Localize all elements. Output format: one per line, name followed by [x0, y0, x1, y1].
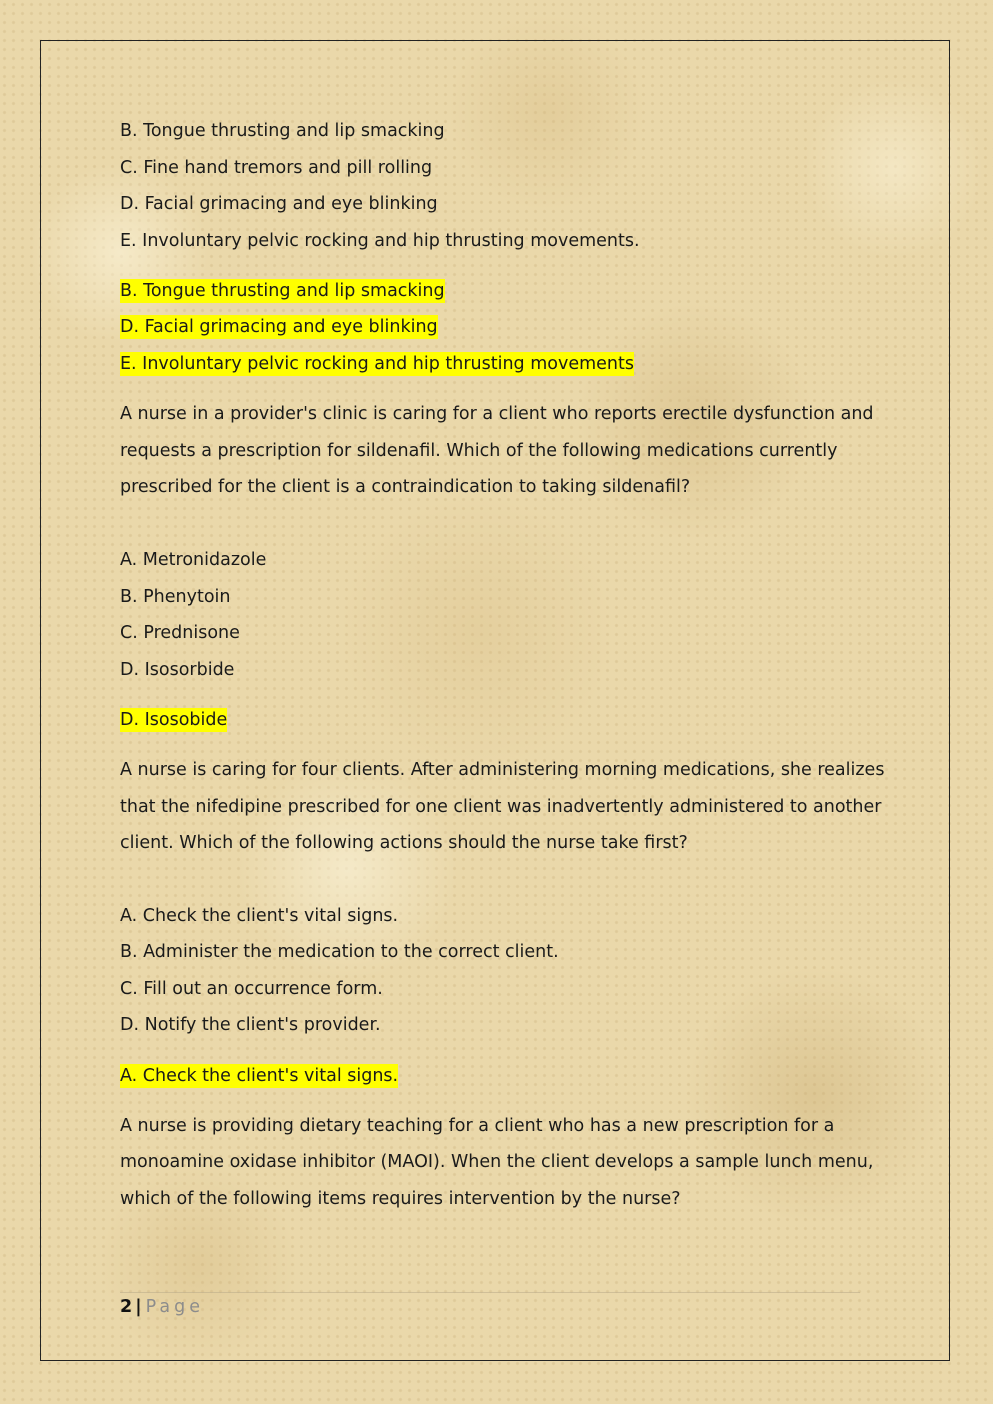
question1-options	[120, 113, 870, 259]
option-c: C. Prednisone	[120, 623, 240, 644]
stem-line: client. Which of the following actions should the nurse take first?	[120, 833, 688, 854]
answer-highlight: D. Isosobide	[120, 709, 228, 730]
question2-stem	[120, 396, 874, 506]
page-number: 2	[120, 1297, 133, 1317]
option-d: D. Facial grimacing and eye blinking	[120, 194, 438, 215]
question4-stem	[120, 1108, 874, 1218]
answer-highlight: E. Involuntary pelvic rocking and hip thrusting movements	[120, 354, 634, 375]
question2-options	[120, 542, 870, 688]
answer-highlight: B. Tongue thrusting and lip smacking	[120, 280, 445, 301]
page-label: Page	[145, 1297, 204, 1317]
question1-answers	[120, 273, 870, 383]
option-a: A. Check the client's vital signs.	[120, 905, 399, 926]
option-c: C. Fine hand tremors and pill rolling	[120, 157, 433, 178]
answer-highlight: D. Facial grimacing and eye blinking	[120, 317, 438, 338]
option-a: A. Metronidazole	[120, 549, 267, 570]
option-e: E. Involuntary pelvic rocking and hip thrusting movements.	[120, 230, 640, 251]
option-b: B. Tongue thrusting and lip smacking	[120, 121, 445, 141]
question2-answer	[120, 702, 870, 739]
option-b: B. Administer the medication to the correct client.	[120, 942, 559, 963]
footer-separator: |	[135, 1297, 142, 1317]
document-body	[120, 113, 885, 1217]
stem-line: that the nifedipine prescribed for one client was inadvertently administered to another	[120, 796, 882, 817]
option-b: B. Phenytoin	[120, 586, 231, 607]
option-d: D. Isosorbide	[120, 659, 235, 680]
stem-line: which of the following items requires intervention by the nurse?	[120, 1188, 681, 1209]
option-d: D. Notify the client's provider.	[120, 1015, 381, 1036]
answer-highlight: A. Check the client's vital signs.	[120, 1065, 399, 1086]
stem-line: requests a prescription for sildenafil. Which of the following medications currently	[120, 440, 838, 461]
footer-divider	[120, 1292, 860, 1293]
page-footer	[120, 1296, 204, 1318]
stem-line: monoamine oxidase inhibitor (MAOI). When the client develops a sample lunch menu,	[120, 1152, 874, 1173]
stem-line: A nurse is caring for four clients. After administering morning medications, she realizes	[120, 759, 885, 780]
stem-line: A nurse is providing dietary teaching for a client who has a new prescription for a	[120, 1115, 835, 1136]
question3-answer	[120, 1058, 870, 1095]
stem-line: prescribed for the client is a contraindication to taking sildenafil?	[120, 477, 691, 498]
stem-line: A nurse in a provider's clinic is caring for a client who reports erectile dysfunction and	[120, 404, 874, 425]
question3-stem	[120, 752, 885, 862]
option-c: C. Fill out an occurrence form.	[120, 978, 383, 999]
question3-options	[120, 898, 870, 1044]
